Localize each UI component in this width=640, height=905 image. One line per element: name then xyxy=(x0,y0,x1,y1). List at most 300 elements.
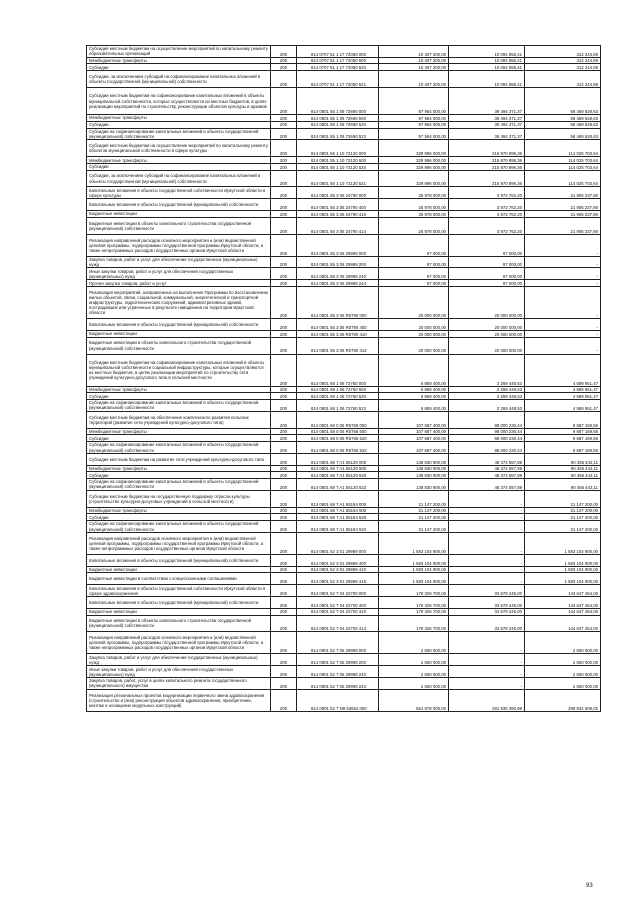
row-executed: 2 269 448,53 xyxy=(449,354,525,386)
row-admin-code: 200 xyxy=(271,217,297,234)
table-row xyxy=(87,472,601,479)
row-executed: - xyxy=(449,514,525,521)
table-row xyxy=(87,121,601,128)
row-executed: 215 970 896,36 xyxy=(449,140,525,157)
row-executed: 48 374 557,89 xyxy=(449,453,525,465)
row-budget-code: 814 0801 55 1 10 72120 521 xyxy=(297,170,379,187)
row-budget-code: 814 0801 68 7 A1 55194 000 xyxy=(297,490,379,507)
row-executed: 3 972 762,20 xyxy=(449,187,525,199)
row-name: Субсидии местным бюджетам на государственную поддержку отрасли культуры (строительство культурно-досуговых учреждений в сельской местности) xyxy=(87,490,271,507)
row-budget-code: 814 0801 55 1 10 72120 000 xyxy=(297,140,379,157)
row-unexecuted: - xyxy=(525,286,601,318)
row-executed: 48 374 557,89 xyxy=(449,479,525,491)
row-budget-code: 814 0801 55 3 06 R0790 410 xyxy=(297,330,379,337)
row-admin-code: 200 xyxy=(271,573,297,585)
row-unexecuted: 312 244,59 xyxy=(525,71,601,88)
row-budget-code: 814 0801 55 3 06 24790 000 xyxy=(297,187,379,199)
table-row xyxy=(87,157,601,164)
row-approved: 21 147 200,00 xyxy=(379,521,449,533)
row-budget-code: 814 0901 52 7 06 29999 200 xyxy=(297,654,379,666)
row-name: Закупка товаров, работ и услуг для обеспечения государственных (муниципальных) нужд xyxy=(87,654,271,666)
row-budget-code: 814 0801 55 3 06 29999 000 xyxy=(297,234,379,256)
row-budget-code: 814 0901 52 3 01 29999 400 xyxy=(297,554,379,566)
row-approved: 97 964 000,00 xyxy=(379,121,449,128)
table-row xyxy=(87,88,601,115)
row-unexecuted: 90 455 442,11 xyxy=(525,465,601,472)
row-admin-code: 200 xyxy=(271,689,297,711)
row-unexecuted: 1 583 104 900,00 xyxy=(525,573,601,585)
row-executed: - xyxy=(449,666,525,678)
table-row xyxy=(87,163,601,170)
row-name: Субсидии на софинансирование капитальных вложений в объекты государственной (муниципальной) собственности xyxy=(87,442,271,454)
row-name: Субсидии на софинансирование капитальных вложений в объекты государственной (муниципальной) собственности xyxy=(87,479,271,491)
row-approved: 21 147 200,00 xyxy=(379,490,449,507)
row-name: Субсидии xyxy=(87,472,271,479)
row-budget-code: 814 0801 68 7 A1 55130 000 xyxy=(297,453,379,465)
row-admin-code: 200 xyxy=(271,211,297,218)
table-row xyxy=(87,465,601,472)
row-unexecuted: 1 583 104 900,00 xyxy=(525,554,601,566)
table-row xyxy=(87,234,601,256)
row-executed: 3 972 762,20 xyxy=(449,217,525,234)
row-budget-code: 814 0801 55 1 09 72690 000 xyxy=(297,88,379,115)
row-unexecuted: 21 147 200,00 xyxy=(525,514,601,521)
row-budget-code: 814 0801 68 1 06 72760 520 xyxy=(297,393,379,400)
table-row xyxy=(87,46,601,58)
row-executed: 98 000 230,44 xyxy=(449,411,525,428)
row-admin-code: 200 xyxy=(271,490,297,507)
row-admin-code: 200 xyxy=(271,234,297,256)
row-admin-code: 200 xyxy=(271,256,297,268)
row-executed: 98 000 230,44 xyxy=(449,435,525,442)
row-approved: 97 000,00 xyxy=(379,256,449,268)
row-approved: 178 326 700,00 xyxy=(379,597,449,609)
row-unexecuted: 21 905 237,80 xyxy=(525,211,601,218)
row-admin-code: 200 xyxy=(271,280,297,287)
row-name: Субсидии на софинансирование капитальных вложений в объекты государственной (муниципальной) собственности xyxy=(87,400,271,412)
table-row xyxy=(87,479,601,491)
row-admin-code: 200 xyxy=(271,615,297,632)
row-approved: 10 407 200,00 xyxy=(379,57,449,64)
row-budget-code: 814 0707 51 1 17 72050 521 xyxy=(297,71,379,88)
row-admin-code: 200 xyxy=(271,442,297,454)
row-admin-code: 200 xyxy=(271,170,297,187)
row-executed: 33 679 246,00 xyxy=(449,597,525,609)
row-approved: 21 147 200,00 xyxy=(379,507,449,514)
row-name: Бюджетные инвестиции в объекты капитального строительства государственной (муниципальной) собственности xyxy=(87,337,271,354)
row-executed: 10 094 955,41 xyxy=(449,46,525,58)
row-admin-code: 200 xyxy=(271,268,297,280)
row-executed: - xyxy=(449,490,525,507)
row-budget-code: 814 0801 68 0 05 R5765 500 xyxy=(297,428,379,435)
row-approved: 178 326 700,00 xyxy=(379,608,449,615)
row-approved: 561 878 000,00 xyxy=(379,689,449,711)
row-name: Бюджетные инвестиции xyxy=(87,608,271,615)
row-admin-code: 200 xyxy=(271,566,297,573)
table-row xyxy=(87,140,601,157)
row-unexecuted: 2 600 000,00 xyxy=(525,654,601,666)
row-unexecuted: 58 469 628,63 xyxy=(525,121,601,128)
table-row xyxy=(87,428,601,435)
row-executed: 97 000,00 xyxy=(449,268,525,280)
row-unexecuted: - xyxy=(525,280,601,287)
row-executed: 20 000 000,00 xyxy=(449,286,525,318)
row-executed: 98 000 230,44 xyxy=(449,442,525,454)
row-unexecuted: 9 687 169,56 xyxy=(525,428,601,435)
row-approved: 97 000,00 xyxy=(379,280,449,287)
row-approved: 329 996 000,00 xyxy=(379,140,449,157)
row-executed: - xyxy=(449,532,525,554)
row-approved: 25 978 000,00 xyxy=(379,211,449,218)
row-budget-code: 814 0707 51 1 17 72050 000 xyxy=(297,46,379,58)
row-admin-code: 200 xyxy=(271,521,297,533)
row-unexecuted: 312 244,59 xyxy=(525,57,601,64)
row-admin-code: 200 xyxy=(271,479,297,491)
row-name: Субсидии xyxy=(87,514,271,521)
row-unexecuted: 114 025 703,64 xyxy=(525,163,601,170)
row-name: Капитальные вложения в объекты государственной (муниципальной) собственности xyxy=(87,554,271,566)
row-name: Субсидии xyxy=(87,393,271,400)
row-unexecuted: 9 687 169,56 xyxy=(525,411,601,428)
table-row xyxy=(87,57,601,64)
row-admin-code: 200 xyxy=(271,128,297,140)
row-unexecuted: 9 687 169,56 xyxy=(525,442,601,454)
row-approved: 2 600 000,00 xyxy=(379,666,449,678)
row-budget-code: 814 0801 55 3 06 29999 240 xyxy=(297,268,379,280)
row-admin-code: 200 xyxy=(271,411,297,428)
row-admin-code: 200 xyxy=(271,654,297,666)
row-admin-code: 200 xyxy=(271,319,297,331)
row-executed: 20 000 000,00 xyxy=(449,319,525,331)
row-admin-code: 200 xyxy=(271,71,297,88)
row-budget-code: 814 0801 68 0 05 R5765 522 xyxy=(297,442,379,454)
row-executed: 98 000 230,44 xyxy=(449,428,525,435)
row-unexecuted: 144 647 454,00 xyxy=(525,597,601,609)
row-name: Реализация направлений расходов основного мероприятия и (или) ведомственной целевой программы, подпрограммы государственной программы Иркутской области, а также непрограммных расходов государственных органов Иркутской области xyxy=(87,234,271,256)
row-admin-code: 200 xyxy=(271,472,297,479)
row-unexecuted: 144 647 454,00 xyxy=(525,608,601,615)
row-approved: 178 326 700,00 xyxy=(379,615,449,632)
row-unexecuted: 2 600 000,00 xyxy=(525,678,601,690)
row-approved: 25 978 000,00 xyxy=(379,217,449,234)
row-executed: 97 000,00 xyxy=(449,256,525,268)
table-row xyxy=(87,115,601,122)
table-row xyxy=(87,393,601,400)
row-admin-code: 200 xyxy=(271,46,297,58)
row-unexecuted: 114 025 703,64 xyxy=(525,170,601,187)
row-name: Бюджетные инвестиции в соответствии с концессионными соглашениями xyxy=(87,573,271,585)
table-row xyxy=(87,400,601,412)
row-budget-code: 814 0801 55 1 09 72690 522 xyxy=(297,128,379,140)
row-budget-code: 814 0801 68 1 06 72760 500 xyxy=(297,386,379,393)
row-approved: 20 000 000,00 xyxy=(379,286,449,318)
row-budget-code: 814 0801 55 3 06 24790 400 xyxy=(297,199,379,211)
row-name: Иные закупки товаров, работ и услуг для обеспечения государственных (муниципальных) нужд xyxy=(87,666,271,678)
row-unexecuted: 90 455 442,11 xyxy=(525,453,601,465)
table-row xyxy=(87,211,601,218)
table-row xyxy=(87,354,601,386)
row-executed: 20 000 000,00 xyxy=(449,337,525,354)
row-name: Межбюджетные трансферты xyxy=(87,57,271,64)
row-executed: 33 679 246,00 xyxy=(449,615,525,632)
row-budget-code: 814 0901 52 3 01 29999 415 xyxy=(297,573,379,585)
row-approved: 20 000 000,00 xyxy=(379,319,449,331)
row-budget-code: 814 0801 68 1 06 72760 522 xyxy=(297,400,379,412)
row-admin-code: 200 xyxy=(271,199,297,211)
row-unexecuted: 1 583 104 900,00 xyxy=(525,532,601,554)
row-approved: 97 000,00 xyxy=(379,268,449,280)
row-approved: 6 859 400,00 xyxy=(379,393,449,400)
table-row xyxy=(87,490,601,507)
row-admin-code: 200 xyxy=(271,337,297,354)
row-budget-code: 814 0801 55 1 10 72120 520 xyxy=(297,163,379,170)
row-admin-code: 200 xyxy=(271,514,297,521)
row-budget-code: 814 0901 52 7 04 22700 000 xyxy=(297,585,379,597)
table-row xyxy=(87,187,601,199)
row-executed: 2 269 448,53 xyxy=(449,400,525,412)
row-executed: 39 494 371,37 xyxy=(449,88,525,115)
row-admin-code: 200 xyxy=(271,121,297,128)
row-unexecuted: 4 589 951,47 xyxy=(525,354,601,386)
row-approved: 10 407 200,00 xyxy=(379,71,449,88)
row-budget-code: 814 0801 68 7 A1 55194 500 xyxy=(297,507,379,514)
table-row xyxy=(87,411,601,428)
row-unexecuted: 114 025 703,64 xyxy=(525,140,601,157)
row-unexecuted: - xyxy=(525,234,601,256)
row-name: Субсидии xyxy=(87,435,271,442)
row-name: Капитальные вложения в объекты государственной собственности Иркутской области в сфере культуры xyxy=(87,187,271,199)
row-executed: 33 679 246,00 xyxy=(449,608,525,615)
table-row xyxy=(87,199,601,211)
row-executed: 48 374 557,89 xyxy=(449,472,525,479)
row-unexecuted: - xyxy=(525,330,601,337)
row-approved: 138 830 900,00 xyxy=(379,479,449,491)
row-name: Бюджетные инвестиции xyxy=(87,211,271,218)
row-admin-code: 200 xyxy=(271,678,297,690)
row-unexecuted: 4 589 951,47 xyxy=(525,393,601,400)
row-unexecuted: 312 244,59 xyxy=(525,64,601,71)
row-budget-code: 814 0801 68 7 A1 55130 522 xyxy=(297,479,379,491)
row-approved: 107 687 400,00 xyxy=(379,442,449,454)
row-executed: 215 970 896,36 xyxy=(449,157,525,164)
row-name: Межбюджетные трансферты xyxy=(87,428,271,435)
row-approved: 1 583 104 900,00 xyxy=(379,566,449,573)
row-admin-code: 200 xyxy=(271,157,297,164)
row-name: Субсидии xyxy=(87,163,271,170)
row-approved: 1 583 104 900,00 xyxy=(379,532,449,554)
row-unexecuted: 9 687 169,56 xyxy=(525,435,601,442)
row-name: Реализация мероприятий, направленных на выполнение Программы по восстановлению жилых объектов, связи, социальной, коммунальной, энергетической и транспортной инфраструктуры, гидротехнических сооружений, административных зданий, пострадавших или утраченных в результате наводнения на территории Иркутской области xyxy=(87,286,271,318)
table-row xyxy=(87,666,601,678)
budget-table-body xyxy=(87,46,601,712)
row-admin-code: 200 xyxy=(271,507,297,514)
row-unexecuted: 58 469 628,63 xyxy=(525,88,601,115)
row-approved: 329 996 000,00 xyxy=(379,170,449,187)
row-unexecuted: 2 600 000,00 xyxy=(525,632,601,654)
row-executed: 215 970 896,36 xyxy=(449,163,525,170)
row-executed: 3 972 762,20 xyxy=(449,199,525,211)
row-admin-code: 200 xyxy=(271,428,297,435)
row-name: Межбюджетные трансферты xyxy=(87,507,271,514)
table-row xyxy=(87,217,601,234)
row-name: Реализация региональных проектов модернизации первичного звена здравоохранения (строительство и (или) реконструкция объектов здравоохранения, приобретение, монтаж и оснащение модульных конструкций) xyxy=(87,689,271,711)
row-budget-code: 814 0901 52 7 06 29999 243 xyxy=(297,678,379,690)
row-name: Реализация направлений расходов основного мероприятия и (или) ведомственной целевой программы, подпрограммы государственной программы Иркутской области, а также непрограммных расходов государственных органов Иркутской области xyxy=(87,632,271,654)
table-row xyxy=(87,585,601,597)
row-approved: 138 830 900,00 xyxy=(379,465,449,472)
table-row xyxy=(87,507,601,514)
row-name: Субсидии местным бюджетам на обеспечение комплексного развития сельских территорий (развитие сети учреждений культурно-досугового типа) xyxy=(87,411,271,428)
row-name: Прочая закупка товаров, работ и услуг xyxy=(87,280,271,287)
page-number: 93 xyxy=(586,883,593,889)
row-unexecuted: 58 469 628,63 xyxy=(525,115,601,122)
row-name: Субсидии, за исключением субсидий на софинансирование капитальных вложений в объекты государственной (муниципальной) собственности xyxy=(87,170,271,187)
row-unexecuted: 21 147 200,00 xyxy=(525,490,601,507)
row-executed: - xyxy=(449,573,525,585)
row-name: Иные закупки товаров, работ и услуг для обеспечения государственных (муниципальных) нужд xyxy=(87,268,271,280)
budget-table xyxy=(86,45,601,712)
row-unexecuted: 114 025 703,64 xyxy=(525,157,601,164)
row-admin-code: 200 xyxy=(271,140,297,157)
row-executed: - xyxy=(449,554,525,566)
table-row xyxy=(87,566,601,573)
row-executed: 39 494 371,37 xyxy=(449,128,525,140)
table-row xyxy=(87,678,601,690)
row-budget-code: 814 0801 68 0 05 R5765 000 xyxy=(297,411,379,428)
row-approved: 107 687 400,00 xyxy=(379,411,449,428)
row-admin-code: 200 xyxy=(271,400,297,412)
table-row xyxy=(87,386,601,393)
row-admin-code: 200 xyxy=(271,115,297,122)
row-unexecuted: 144 647 454,00 xyxy=(525,585,601,597)
table-row xyxy=(87,256,601,268)
row-approved: 25 978 000,00 xyxy=(379,187,449,199)
row-budget-code: 814 0801 55 3 06 24790 414 xyxy=(297,217,379,234)
row-approved: 178 326 700,00 xyxy=(379,585,449,597)
row-budget-code: 814 0707 51 1 17 72050 500 xyxy=(297,57,379,64)
row-admin-code: 200 xyxy=(271,393,297,400)
row-budget-code: 814 0901 52 7 N9 53652 000 xyxy=(297,689,379,711)
table-row xyxy=(87,608,601,615)
row-unexecuted: 90 455 442,11 xyxy=(525,472,601,479)
row-budget-code: 814 0801 55 3 06 29999 244 xyxy=(297,280,379,287)
row-name: Субсидии xyxy=(87,64,271,71)
table-row xyxy=(87,170,601,187)
row-approved: 329 996 000,00 xyxy=(379,163,449,170)
row-approved: 97 000,00 xyxy=(379,234,449,256)
row-admin-code: 200 xyxy=(271,64,297,71)
row-budget-code: 814 0801 68 0 05 R5765 520 xyxy=(297,435,379,442)
row-approved: 1 583 104 900,00 xyxy=(379,573,449,585)
row-executed: 281 935 390,98 xyxy=(449,689,525,711)
row-unexecuted: 1 583 104 900,00 xyxy=(525,566,601,573)
row-approved: 20 000 000,00 xyxy=(379,330,449,337)
row-approved: 6 859 400,00 xyxy=(379,400,449,412)
row-name: Бюджетные инвестиции xyxy=(87,566,271,573)
row-unexecuted: 2 600 000,00 xyxy=(525,666,601,678)
row-name: Субсидия местным бюджетам на осуществление мероприятий по капитальному ремонту объектов муниципальной собственности в сфере культуры xyxy=(87,140,271,157)
row-admin-code: 200 xyxy=(271,57,297,64)
row-budget-code: 814 0901 52 7 04 22700 400 xyxy=(297,597,379,609)
row-approved: 20 000 000,00 xyxy=(379,337,449,354)
row-name: Субсидии местным бюджетам на софинансирование капитальных вложений в объекты муниципальной собственности социальной инфраструктуры, которые осуществляются из местных бюджетов, в целях реализации мероприятий по строительству сети учреждений культурно-досугового типа в сельской местности xyxy=(87,354,271,386)
row-name: Субсидия местным бюджетам на развитие сети учреждений культурно-досугового типа xyxy=(87,453,271,465)
row-name: Капитальные вложения в объекты государственной (муниципальной) собственности xyxy=(87,319,271,331)
row-unexecuted: 312 244,59 xyxy=(525,46,601,58)
row-admin-code: 200 xyxy=(271,554,297,566)
row-unexecuted: 21 147 200,00 xyxy=(525,521,601,533)
row-name: Субсидии, за исключением субсидий на софинансирование капитальных вложений в объекты государственной (муниципальной) собственности xyxy=(87,71,271,88)
row-executed: - xyxy=(449,678,525,690)
row-executed: 39 494 371,37 xyxy=(449,121,525,128)
row-budget-code: 814 0901 52 7 06 29999 000 xyxy=(297,632,379,654)
row-name: Субсидии xyxy=(87,121,271,128)
row-admin-code: 200 xyxy=(271,632,297,654)
row-admin-code: 200 xyxy=(271,435,297,442)
row-budget-code: 814 0801 55 1 10 72120 500 xyxy=(297,157,379,164)
table-row xyxy=(87,442,601,454)
row-executed: 20 000 000,00 xyxy=(449,330,525,337)
table-row xyxy=(87,521,601,533)
row-budget-code: 814 0801 55 3 06 24790 410 xyxy=(297,211,379,218)
row-unexecuted: 4 589 951,47 xyxy=(525,400,601,412)
row-executed: 2 269 448,53 xyxy=(449,386,525,393)
row-executed: 3 972 762,20 xyxy=(449,211,525,218)
table-row xyxy=(87,514,601,521)
row-admin-code: 200 xyxy=(271,585,297,597)
row-approved: 6 859 400,00 xyxy=(379,354,449,386)
row-admin-code: 200 xyxy=(271,597,297,609)
row-approved: 1 583 104 900,00 xyxy=(379,554,449,566)
row-name: Бюджетные инвестиции в объекты капитального строительства государственной (муниципальной) собственности xyxy=(87,615,271,632)
row-budget-code: 814 0801 55 3 06 29999 200 xyxy=(297,256,379,268)
row-budget-code: 814 0801 55 1 09 72690 520 xyxy=(297,121,379,128)
table-row xyxy=(87,615,601,632)
table-row xyxy=(87,689,601,711)
table-row xyxy=(87,532,601,554)
row-admin-code: 200 xyxy=(271,608,297,615)
table-row xyxy=(87,64,601,71)
row-admin-code: 200 xyxy=(271,453,297,465)
row-name: Закупка товаров, работ и услуг для обеспечения государственных (муниципальных) нужд xyxy=(87,256,271,268)
row-admin-code: 200 xyxy=(271,532,297,554)
row-approved: 329 996 000,00 xyxy=(379,157,449,164)
table-row xyxy=(87,573,601,585)
row-budget-code: 814 0901 52 7 06 29999 240 xyxy=(297,666,379,678)
row-admin-code: 200 xyxy=(271,386,297,393)
row-executed: 33 679 246,00 xyxy=(449,585,525,597)
row-executed: - xyxy=(449,632,525,654)
row-approved: 97 964 000,00 xyxy=(379,128,449,140)
row-approved: 2 600 000,00 xyxy=(379,678,449,690)
row-executed: 97 000,00 xyxy=(449,280,525,287)
row-approved: 97 964 000,00 xyxy=(379,115,449,122)
row-name: Субсидии на софинансирование капитальных вложений в объекты государственной (муниципальной) собственности xyxy=(87,128,271,140)
table-row xyxy=(87,453,601,465)
row-approved: 10 407 200,00 xyxy=(379,46,449,58)
row-name: Реализация направлений расходов основного мероприятия и (или) ведомственной целевой программы, подпрограммы государственной программы Иркутской области, а также непрограммных расходов государственных органов Иркутской области xyxy=(87,532,271,554)
row-unexecuted: 21 905 237,80 xyxy=(525,187,601,199)
row-name: Капитальные вложения в объекты государственной (муниципальной) собственности xyxy=(87,199,271,211)
row-unexecuted: 299 942 609,02 xyxy=(525,689,601,711)
row-name: Капитальные вложения в объекты государственной собственности Иркутской области в сфере здравоохранения xyxy=(87,585,271,597)
row-approved: 2 600 000,00 xyxy=(379,632,449,654)
row-executed: - xyxy=(449,521,525,533)
row-name: Субсидия местным бюджетам на осуществление мероприятий по капитальному ремонту образовательных организаций xyxy=(87,46,271,58)
row-approved: 6 859 400,00 xyxy=(379,386,449,393)
row-budget-code: 814 0801 68 1 06 72760 000 xyxy=(297,354,379,386)
row-admin-code: 200 xyxy=(271,286,297,318)
